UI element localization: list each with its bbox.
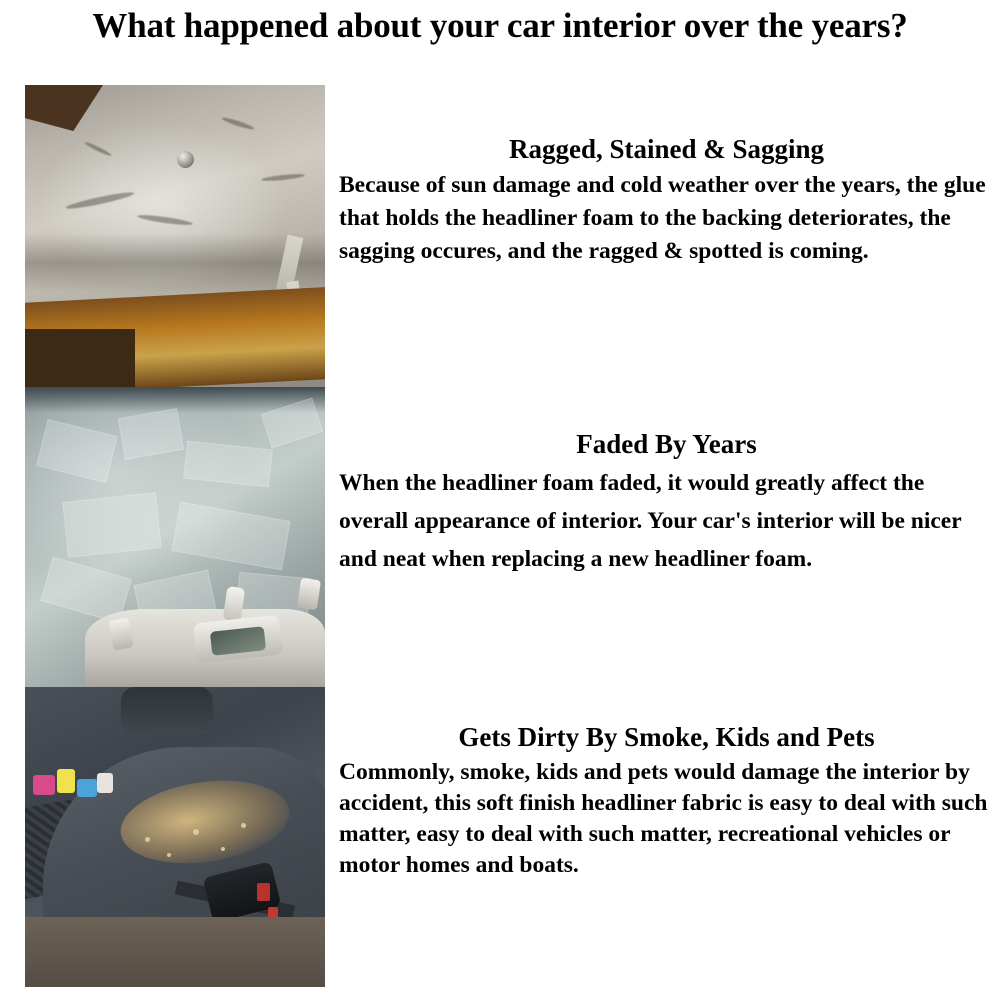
headrest-detail (121, 687, 213, 735)
crumb-detail (167, 853, 171, 857)
section-heading: Ragged, Stained & Sagging (508, 134, 825, 164)
toy-item (97, 773, 113, 793)
fabric-tear-detail (65, 190, 135, 211)
page-title: What happened about your car interior over the years? (92, 6, 908, 45)
fabric-tear-detail (84, 141, 113, 158)
visor-clip-detail (297, 578, 321, 610)
section-body: Because of sun damage and cold weather over the years, the glue that holds the headliner foam to the backing deteriorates, the sagging occures, and the ragged & spotted is coming. (339, 171, 986, 265)
crumb-detail (193, 829, 199, 835)
faded-patch-detail (62, 492, 161, 558)
floor-detail (25, 917, 325, 987)
toy-item (77, 779, 97, 797)
faded-patch-detail (183, 441, 273, 488)
dirty-car-seat-photo (25, 687, 325, 987)
fabric-tear-detail (221, 116, 255, 131)
section-text-2 (325, 387, 1000, 578)
headliner-knob-detail (177, 151, 194, 168)
section-text-1 (325, 85, 1000, 269)
dark-board-detail (25, 329, 135, 387)
faded-headliner-photo (25, 387, 325, 687)
section-body: Commonly, smoke, kids and pets would damage the interior by accident, this soft finish headliner fabric is easy to deal with such matter, easy to deal with such matter, recreational vehicles or motor homes and boats. (339, 758, 988, 879)
section-row-3 (0, 687, 1000, 987)
section-heading: Gets Dirty By Smoke, Kids and Pets (458, 722, 875, 752)
crumb-detail (241, 823, 246, 828)
faded-patch-detail (36, 419, 117, 483)
section-text-3 (325, 687, 1000, 882)
section-row-1 (0, 85, 1000, 387)
toy-item (57, 769, 75, 793)
fabric-tear-detail (137, 213, 193, 227)
red-object-detail (257, 883, 270, 901)
faded-patch-detail (172, 502, 291, 571)
section-row-2 (0, 387, 1000, 687)
crumb-detail (221, 847, 225, 851)
torn-corner-detail (25, 85, 103, 131)
fabric-tear-detail (261, 173, 305, 183)
sections-list (0, 85, 1000, 987)
sagging-stained-headliner-photo (25, 85, 325, 387)
faded-patch-detail (118, 408, 184, 460)
section-body: When the headliner foam faded, it would greatly affect the overall appearance of interior. Your car's interior will be nicer and neat when replacing a new headliner foam. (339, 469, 962, 572)
section-heading: Faded By Years (576, 429, 757, 459)
scattered-items-detail (33, 769, 119, 809)
toy-item (33, 775, 55, 795)
crumb-detail (145, 837, 150, 842)
